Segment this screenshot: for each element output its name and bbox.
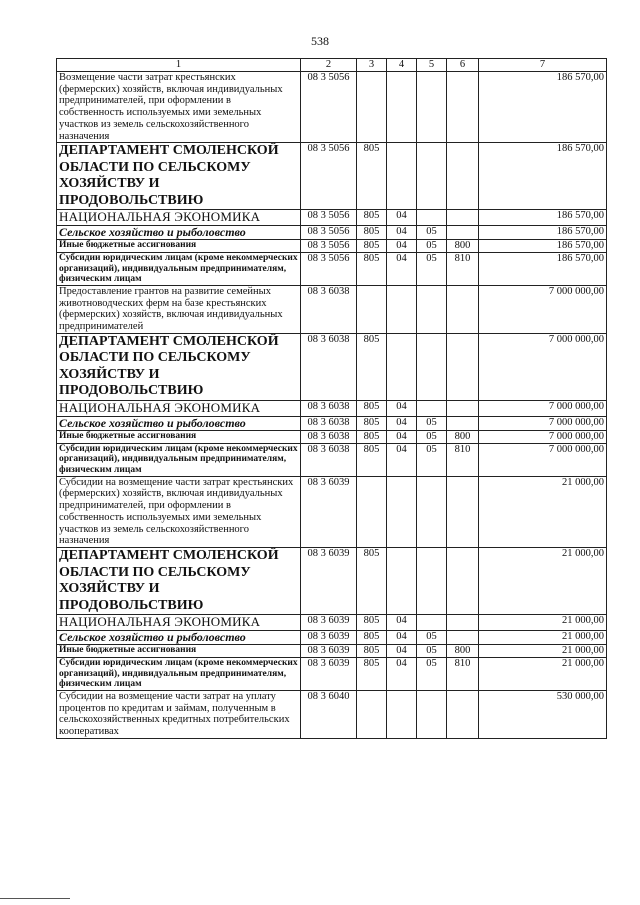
section-code-cell: 04: [387, 240, 417, 253]
subsection-code-cell: [417, 615, 447, 631]
row-name-cell: Предоставление грантов на развитие семейных животноводческих ферм на базе крестьянских (фермерских) хозяйств, включая индивидуальных предпринимателей: [57, 285, 301, 333]
section-code-cell: 04: [387, 615, 417, 631]
program-row: [57, 71, 607, 143]
subsection-code-cell: 05: [417, 443, 447, 476]
header-cell: 4: [387, 59, 417, 72]
header-cell: 5: [417, 59, 447, 72]
expense-type-cell: 800: [447, 240, 479, 253]
expense-type-cell: [447, 416, 479, 430]
header-cell: 7: [479, 59, 607, 72]
target-article-cell: 08 3 6038: [301, 430, 357, 443]
amount-cell: 21 000,00: [479, 645, 607, 658]
expense-type-cell: [447, 615, 479, 631]
target-article-cell: 08 3 6038: [301, 400, 357, 416]
expense-type-cell: 810: [447, 253, 479, 286]
expense-type-cell: 810: [447, 657, 479, 690]
header-row: [57, 59, 607, 72]
expense-type-cell: 810: [447, 443, 479, 476]
section-row: [57, 615, 607, 631]
row-name-cell: Сельское хозяйство и рыболовство: [57, 225, 301, 239]
group-row: [57, 240, 607, 253]
expense-type-cell: 800: [447, 645, 479, 658]
page-number: 538: [311, 34, 329, 48]
expense-type-cell: [447, 285, 479, 333]
subsection-code-cell: 05: [417, 416, 447, 430]
section-code-cell: 04: [387, 253, 417, 286]
amount-cell: 7 000 000,00: [479, 430, 607, 443]
subsection-code-cell: 05: [417, 225, 447, 239]
subsection-row: [57, 416, 607, 430]
target-article-cell: 08 3 5056: [301, 210, 357, 226]
section-code-cell: [387, 285, 417, 333]
amount-cell: 7 000 000,00: [479, 400, 607, 416]
row-name-cell: Субсидии на возмещение части затрат крестьянских (фермерских) хозяйств, включая индивидуальных предпринимателей, при оформлении в собственность используемых ими земельных участков из земель сельскохозяйственного назначения: [57, 476, 301, 548]
row-name-cell: ДЕПАРТАМЕНТ СМОЛЕНСКОЙ ОБЛАСТИ ПО СЕЛЬСКОМУ ХОЗЯЙСТВУ И ПРОДОВОЛЬСТВИЮ: [57, 143, 301, 210]
group-row: [57, 430, 607, 443]
grbs-cell: 805: [357, 210, 387, 226]
subsidy-row: [57, 443, 607, 476]
row-name-cell: Сельское хозяйство и рыболовство: [57, 630, 301, 644]
section-code-cell: 04: [387, 657, 417, 690]
target-article-cell: 08 3 6039: [301, 630, 357, 644]
expense-type-cell: [447, 71, 479, 143]
section-code-cell: [387, 690, 417, 738]
grbs-cell: [357, 690, 387, 738]
amount-cell: 21 000,00: [479, 476, 607, 548]
section-code-cell: [387, 476, 417, 548]
section-code-cell: 04: [387, 430, 417, 443]
target-article-cell: 08 3 5056: [301, 143, 357, 210]
subsection-row: [57, 630, 607, 644]
section-row: [57, 400, 607, 416]
target-article-cell: 08 3 6038: [301, 443, 357, 476]
subsection-row: [57, 225, 607, 239]
row-name-cell: ДЕПАРТАМЕНТ СМОЛЕНСКОЙ ОБЛАСТИ ПО СЕЛЬСКОМУ ХОЗЯЙСТВУ И ПРОДОВОЛЬСТВИЮ: [57, 333, 301, 400]
expense-type-cell: [447, 225, 479, 239]
row-name-cell: Субсидии юридическим лицам (кроме некоммерческих организаций), индивидуальным предпринимателям, физическим лицам: [57, 657, 301, 690]
subsection-code-cell: [417, 210, 447, 226]
expense-type-cell: [447, 400, 479, 416]
subsection-code-cell: 05: [417, 657, 447, 690]
amount-cell: 21 000,00: [479, 630, 607, 644]
section-code-cell: 04: [387, 645, 417, 658]
subsection-code-cell: 05: [417, 430, 447, 443]
footer-divider: [0, 898, 70, 899]
header-cell: 2: [301, 59, 357, 72]
target-article-cell: 08 3 6038: [301, 285, 357, 333]
target-article-cell: 08 3 5056: [301, 253, 357, 286]
amount-cell: 186 570,00: [479, 71, 607, 143]
group-row: [57, 645, 607, 658]
amount-cell: 186 570,00: [479, 143, 607, 210]
budget-table: [56, 58, 607, 739]
header-cell: 3: [357, 59, 387, 72]
row-name-cell: Субсидии юридическим лицам (кроме некоммерческих организаций), индивидуальным предпринимателям, физическим лицам: [57, 443, 301, 476]
program-row: [57, 285, 607, 333]
section-code-cell: 04: [387, 630, 417, 644]
grbs-cell: 805: [357, 657, 387, 690]
grbs-cell: 805: [357, 400, 387, 416]
subsection-code-cell: [417, 476, 447, 548]
subsidy-row: [57, 657, 607, 690]
dept-row: [57, 548, 607, 615]
subsection-code-cell: [417, 400, 447, 416]
target-article-cell: 08 3 5056: [301, 71, 357, 143]
amount-cell: 186 570,00: [479, 225, 607, 239]
grbs-cell: 805: [357, 548, 387, 615]
amount-cell: 186 570,00: [479, 210, 607, 226]
target-article-cell: 08 3 6040: [301, 690, 357, 738]
grbs-cell: 805: [357, 143, 387, 210]
row-name-cell: Субсидии юридическим лицам (кроме некоммерческих организаций), индивидуальным предпринимателям, физическим лицам: [57, 253, 301, 286]
target-article-cell: 08 3 6039: [301, 615, 357, 631]
target-article-cell: 08 3 5056: [301, 225, 357, 239]
row-name-cell: Иные бюджетные ассигнования: [57, 430, 301, 443]
subsection-code-cell: 05: [417, 630, 447, 644]
amount-cell: 186 570,00: [479, 240, 607, 253]
subsection-code-cell: 05: [417, 253, 447, 286]
subsidy-row: [57, 253, 607, 286]
amount-cell: 7 000 000,00: [479, 333, 607, 400]
expense-type-cell: [447, 210, 479, 226]
subsection-code-cell: [417, 690, 447, 738]
grbs-cell: [357, 71, 387, 143]
grbs-cell: 805: [357, 416, 387, 430]
section-code-cell: 04: [387, 416, 417, 430]
row-name-cell: Иные бюджетные ассигнования: [57, 240, 301, 253]
target-article-cell: 08 3 6039: [301, 645, 357, 658]
grbs-cell: 805: [357, 253, 387, 286]
row-name-cell: НАЦИОНАЛЬНАЯ ЭКОНОМИКА: [57, 400, 301, 416]
subsection-code-cell: [417, 71, 447, 143]
target-article-cell: 08 3 5056: [301, 240, 357, 253]
expense-type-cell: [447, 476, 479, 548]
amount-cell: 7 000 000,00: [479, 285, 607, 333]
row-name-cell: Возмещение части затрат крестьянских (фермерских) хозяйств, включая индивидуальных предпринимателей, при оформлении в собственность используемых ими земельных участков из земель сельскохозяйственного назначения: [57, 71, 301, 143]
section-code-cell: 04: [387, 400, 417, 416]
row-name-cell: ДЕПАРТАМЕНТ СМОЛЕНСКОЙ ОБЛАСТИ ПО СЕЛЬСКОМУ ХОЗЯЙСТВУ И ПРОДОВОЛЬСТВИЮ: [57, 548, 301, 615]
amount-cell: 7 000 000,00: [479, 443, 607, 476]
program-row: [57, 690, 607, 738]
section-code-cell: 04: [387, 443, 417, 476]
target-article-cell: 08 3 6039: [301, 548, 357, 615]
row-name-cell: НАЦИОНАЛЬНАЯ ЭКОНОМИКА: [57, 210, 301, 226]
section-code-cell: [387, 333, 417, 400]
expense-type-cell: [447, 690, 479, 738]
amount-cell: 21 000,00: [479, 615, 607, 631]
subsection-code-cell: [417, 143, 447, 210]
grbs-cell: 805: [357, 225, 387, 239]
section-row: [57, 210, 607, 226]
subsection-code-cell: [417, 333, 447, 400]
grbs-cell: [357, 476, 387, 548]
expense-type-cell: 800: [447, 430, 479, 443]
amount-cell: 21 000,00: [479, 548, 607, 615]
row-name-cell: НАЦИОНАЛЬНАЯ ЭКОНОМИКА: [57, 615, 301, 631]
row-name-cell: Сельское хозяйство и рыболовство: [57, 416, 301, 430]
expense-type-cell: [447, 630, 479, 644]
expense-type-cell: [447, 548, 479, 615]
section-code-cell: [387, 71, 417, 143]
amount-cell: 7 000 000,00: [479, 416, 607, 430]
dept-row: [57, 333, 607, 400]
row-name-cell: Иные бюджетные ассигнования: [57, 645, 301, 658]
row-name-cell: Субсидии на возмещение части затрат на уплату процентов по кредитам и займам, полученным в сельскохозяйственных кредитных потребительских кооперативах: [57, 690, 301, 738]
grbs-cell: 805: [357, 443, 387, 476]
subsection-code-cell: 05: [417, 240, 447, 253]
expense-type-cell: [447, 143, 479, 210]
grbs-cell: 805: [357, 240, 387, 253]
subsection-code-cell: 05: [417, 645, 447, 658]
header-cell: 1: [57, 59, 301, 72]
subsection-code-cell: [417, 285, 447, 333]
section-code-cell: 04: [387, 225, 417, 239]
amount-cell: 186 570,00: [479, 253, 607, 286]
grbs-cell: 805: [357, 430, 387, 443]
grbs-cell: 805: [357, 333, 387, 400]
amount-cell: 530 000,00: [479, 690, 607, 738]
grbs-cell: 805: [357, 630, 387, 644]
target-article-cell: 08 3 6038: [301, 333, 357, 400]
section-code-cell: [387, 548, 417, 615]
program-row: [57, 476, 607, 548]
section-code-cell: 04: [387, 210, 417, 226]
grbs-cell: [357, 285, 387, 333]
section-code-cell: [387, 143, 417, 210]
expense-type-cell: [447, 333, 479, 400]
subsection-code-cell: [417, 548, 447, 615]
dept-row: [57, 143, 607, 210]
grbs-cell: 805: [357, 615, 387, 631]
target-article-cell: 08 3 6039: [301, 657, 357, 690]
target-article-cell: 08 3 6038: [301, 416, 357, 430]
grbs-cell: 805: [357, 645, 387, 658]
header-cell: 6: [447, 59, 479, 72]
amount-cell: 21 000,00: [479, 657, 607, 690]
target-article-cell: 08 3 6039: [301, 476, 357, 548]
